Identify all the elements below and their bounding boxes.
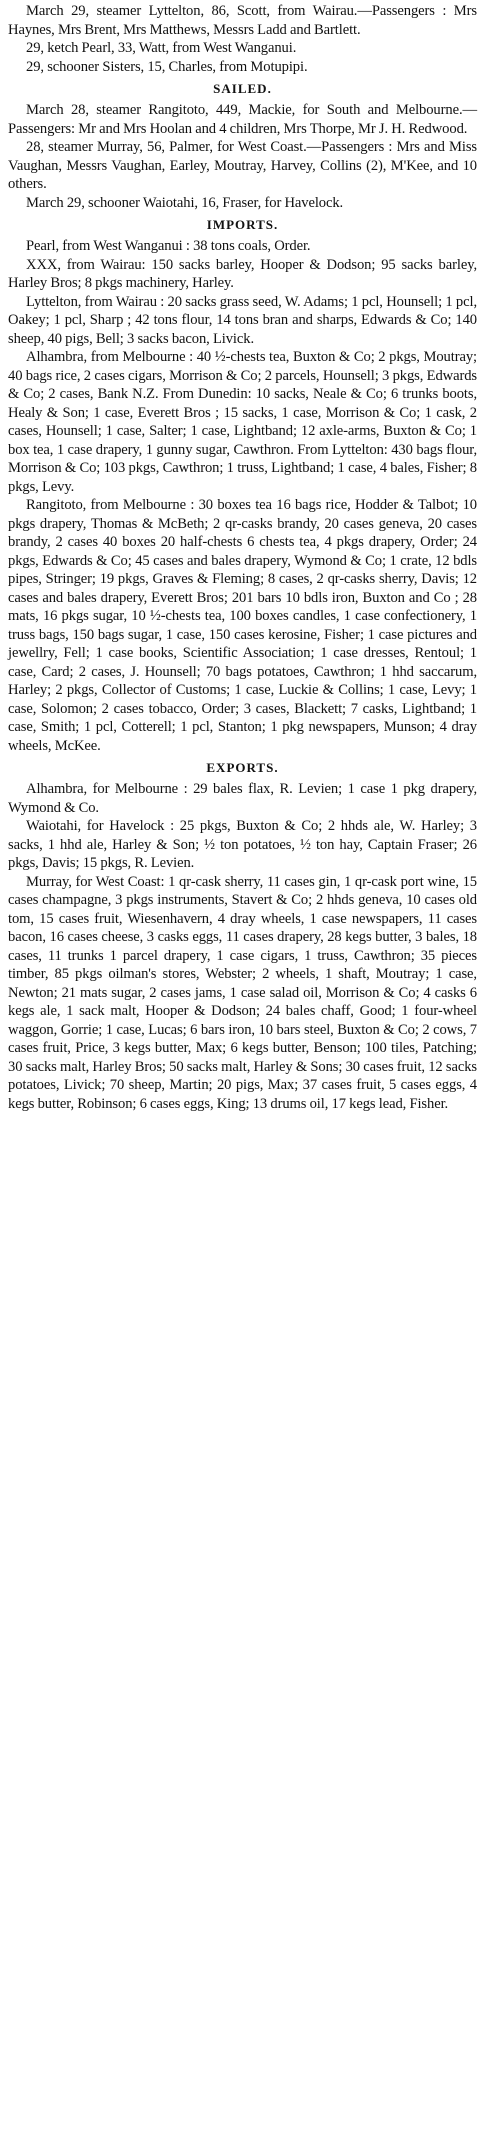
arrival-entry-lyttelton: March 29, steamer Lyttelton, 86, Scott, from Wairau.—Passengers : Mrs Haynes, Mrs Brent, Mrs Matthews, Messrs Ladd and Bartlett. — [8, 3, 477, 38]
sailed-heading: SAILED. — [213, 81, 272, 96]
import-entry-pearl: Pearl, from West Wanganui : 38 tons coals, Order. — [26, 238, 311, 254]
arrival-entry-pearl: 29, ketch Pearl, 33, Watt, from West Wanganui. — [26, 40, 297, 56]
export-entry-alhambra: Alhambra, for Melbourne : 29 bales flax, R. Levien; 1 case 1 pkg drapery, Wymond & Co. — [8, 781, 477, 816]
export-entry-waiotahi: Waiotahi, for Havelock : 25 pkgs, Buxton & Co; 2 hhds ale, W. Harley; 3 sacks, 1 hhd ale, Harley & Son; ½ ton potatoes, ½ ton hay, Captain Fraser; 26 pkgs, Davis; 15 pkgs, R. Levien. — [8, 818, 477, 871]
import-entry-rangitoto: Rangitoto, from Melbourne : 30 boxes tea 16 bags rice, Hodder & Talbot; 10 pkgs drapery, Thomas & McBeth; 2 qr-casks brandy, 20 cases geneva, 20 cases brandy, 2 cases 40 boxes 20 half-chests 6 chests tea, 4 pkgs drapery, Order; 24 pkgs, Edwards & Co; 45 cases and bales drapery, Wymond & Co; 1 crate, 12 bdls pipes, Stringer; 19 pkgs, Graves & Fleming; 8 cases, 2 qr-casks sherry, Davis; 12 cases and bales drapery, Everett Bros; 201 bars 10 bdls iron, Buxton and Co ; 28 mats, 16 pkgs sugar, 10 ½-chests tea, 100 boxes candles, 1 case confectionery, 1 truss bags, 150 bags sugar, 1 case, 150 cases kerosine, Fisher; 1 case pictures and jewellry, Fell; 1 case books, Scientific Association; 1 case dresses, Rentoul; 1 case, Card; 2 cases, J. Hounsell; 70 bags potatoes, Cawthron; 1 hhd saccarum, Harley; 2 pkgs, Collector of Customs; 1 case, Luckie & Collins; 1 case, Levy; 1 case, Solomon; 2 cases tobacco, Order; 3 cases, Blackett; 7 casks, Lightband; 1 case, Smith; 1 pcl, Cotterell; 1 pcl, Stanton; 1 pkg newspapers, Munson; 4 dray wheels, McKee. — [8, 497, 477, 754]
import-entry-lyttelton: Lyttelton, from Wairau : 20 sacks grass seed, W. Adams; 1 pcl, Hounsell; 1 pcl, Oakey; 1 pcl, Sharp ; 42 tons flour, 14 tons bran and sharps, Edwards & Co; 140 sheep, 40 pigs, Bell; 3 sacks bacon, Livick. — [8, 293, 477, 347]
sailed-entry-waiotahi: March 29, schooner Waiotahi, 16, Fraser, for Havelock. — [26, 194, 344, 211]
import-entry-alhambra: Alhambra, from Melbourne : 40 ½-chests tea, Buxton & Co; 2 pkgs, Moutray; 40 bags rice, 2 cases cigars, Morrison & Co; 2 parcels, Hounsell; 3 pkgs, Edwards & Co; 2 cases, Bank N.Z. From Dunedin: 10 sacks, Neale & Co; 6 trunks boots, Healy & Son; 1 case, Everett Bros ; 15 sacks, 1 case, Morrison & Co; 1 cask, 2 cases, Hounsell; 1 case, Salter; 1 case, Lightband; 12 axle-arms, Buxton & Co; 1 box tea, 1 case drapery, 1 gunny sugar, Cawthron. From Lyttelton: 430 bags flour, Morrison & Co; 103 pkgs, Cawthron; 1 truss, Lightband; 1 case, 4 bales, Fisher; 8 pkgs, Levy. — [8, 349, 477, 495]
sailed-section — [8, 80, 477, 212]
arrived-section — [8, 2, 477, 76]
sailed-entry-murray: 28, steamer Murray, 56, Palmer, for West Coast.—Passengers : Mrs and Miss Vaughan, Messrs Vaughan, Earley, Moutray, Harvey, Collins (2), M'Kee, and 10 others. — [8, 139, 477, 192]
arrival-entry-sisters: 29, schooner Sisters, 15, Charles, from Motupipi. — [26, 58, 308, 75]
exports-heading: EXPORTS. — [206, 760, 279, 775]
export-entry-murray: Murray, for West Coast: 1 qr-cask sherry, 11 cases gin, 1 qr-cask port wine, 15 cases champagne, 3 pkgs instruments, Stavert & Co; 2 hhds geneva, 10 cases old tom, 15 cases fruit, Wiesenhavern, 4 dray wheels, 1 case newspapers, 11 cases bacon, 16 cases cheese, 3 casks eggs, 11 cases drapery, 28 kegs butter, 3 bales, 18 cases, 11 trunks 1 parcel drapery, 1 case cigars, 1 truss, Cawthron; 35 pieces timber, 85 pkgs oilman's stores, Webster; 2 wheels, 1 shaft, Moutray; 1 case, Newton; 21 mats sugar, 2 cases jams, 1 case salad oil, Morrison & Co; 4 casks 6 kegs ale, 1 sack malt, Hooper & Dodson; 24 bales chaff, Good; 1 four-wheel waggon, Gorrie; 1 case, Lucas; 6 bars iron, 10 bars steel, Buxton & Co; 2 cows, 7 cases fruit, Price, 3 kegs butter, Max; 6 kegs butter, Benson; 100 tiles, Patching; 30 sacks malt, Harley Bros; 50 sacks malt, Harley & Sons; 30 cases fruit, 12 sacks potatoes, Livick; 70 sheep, Martin; 20 pigs, Max; 37 cases fruit, 5 cases eggs, 4 kegs butter, Robinson; 6 cases eggs, King; 13 drums oil, 17 kegs lead, Fisher. — [8, 873, 477, 1112]
sailed-entry-rangitoto: March 28, steamer Rangitoto, 449, Mackie, for South and Melbourne.—Passengers: Mr and Mrs Hoolan and 4 children, Mrs Thorpe, Mr J. H. Redwood. — [8, 102, 477, 137]
imports-heading: IMPORTS. — [206, 217, 279, 232]
imports-section — [8, 216, 477, 755]
exports-section — [8, 759, 477, 1113]
import-entry-xxx: XXX, from Wairau: 150 sacks barley, Hooper & Dodson; 95 sacks barley, Harley Bros; 8 pkgs machinery, Harley. — [8, 256, 477, 291]
